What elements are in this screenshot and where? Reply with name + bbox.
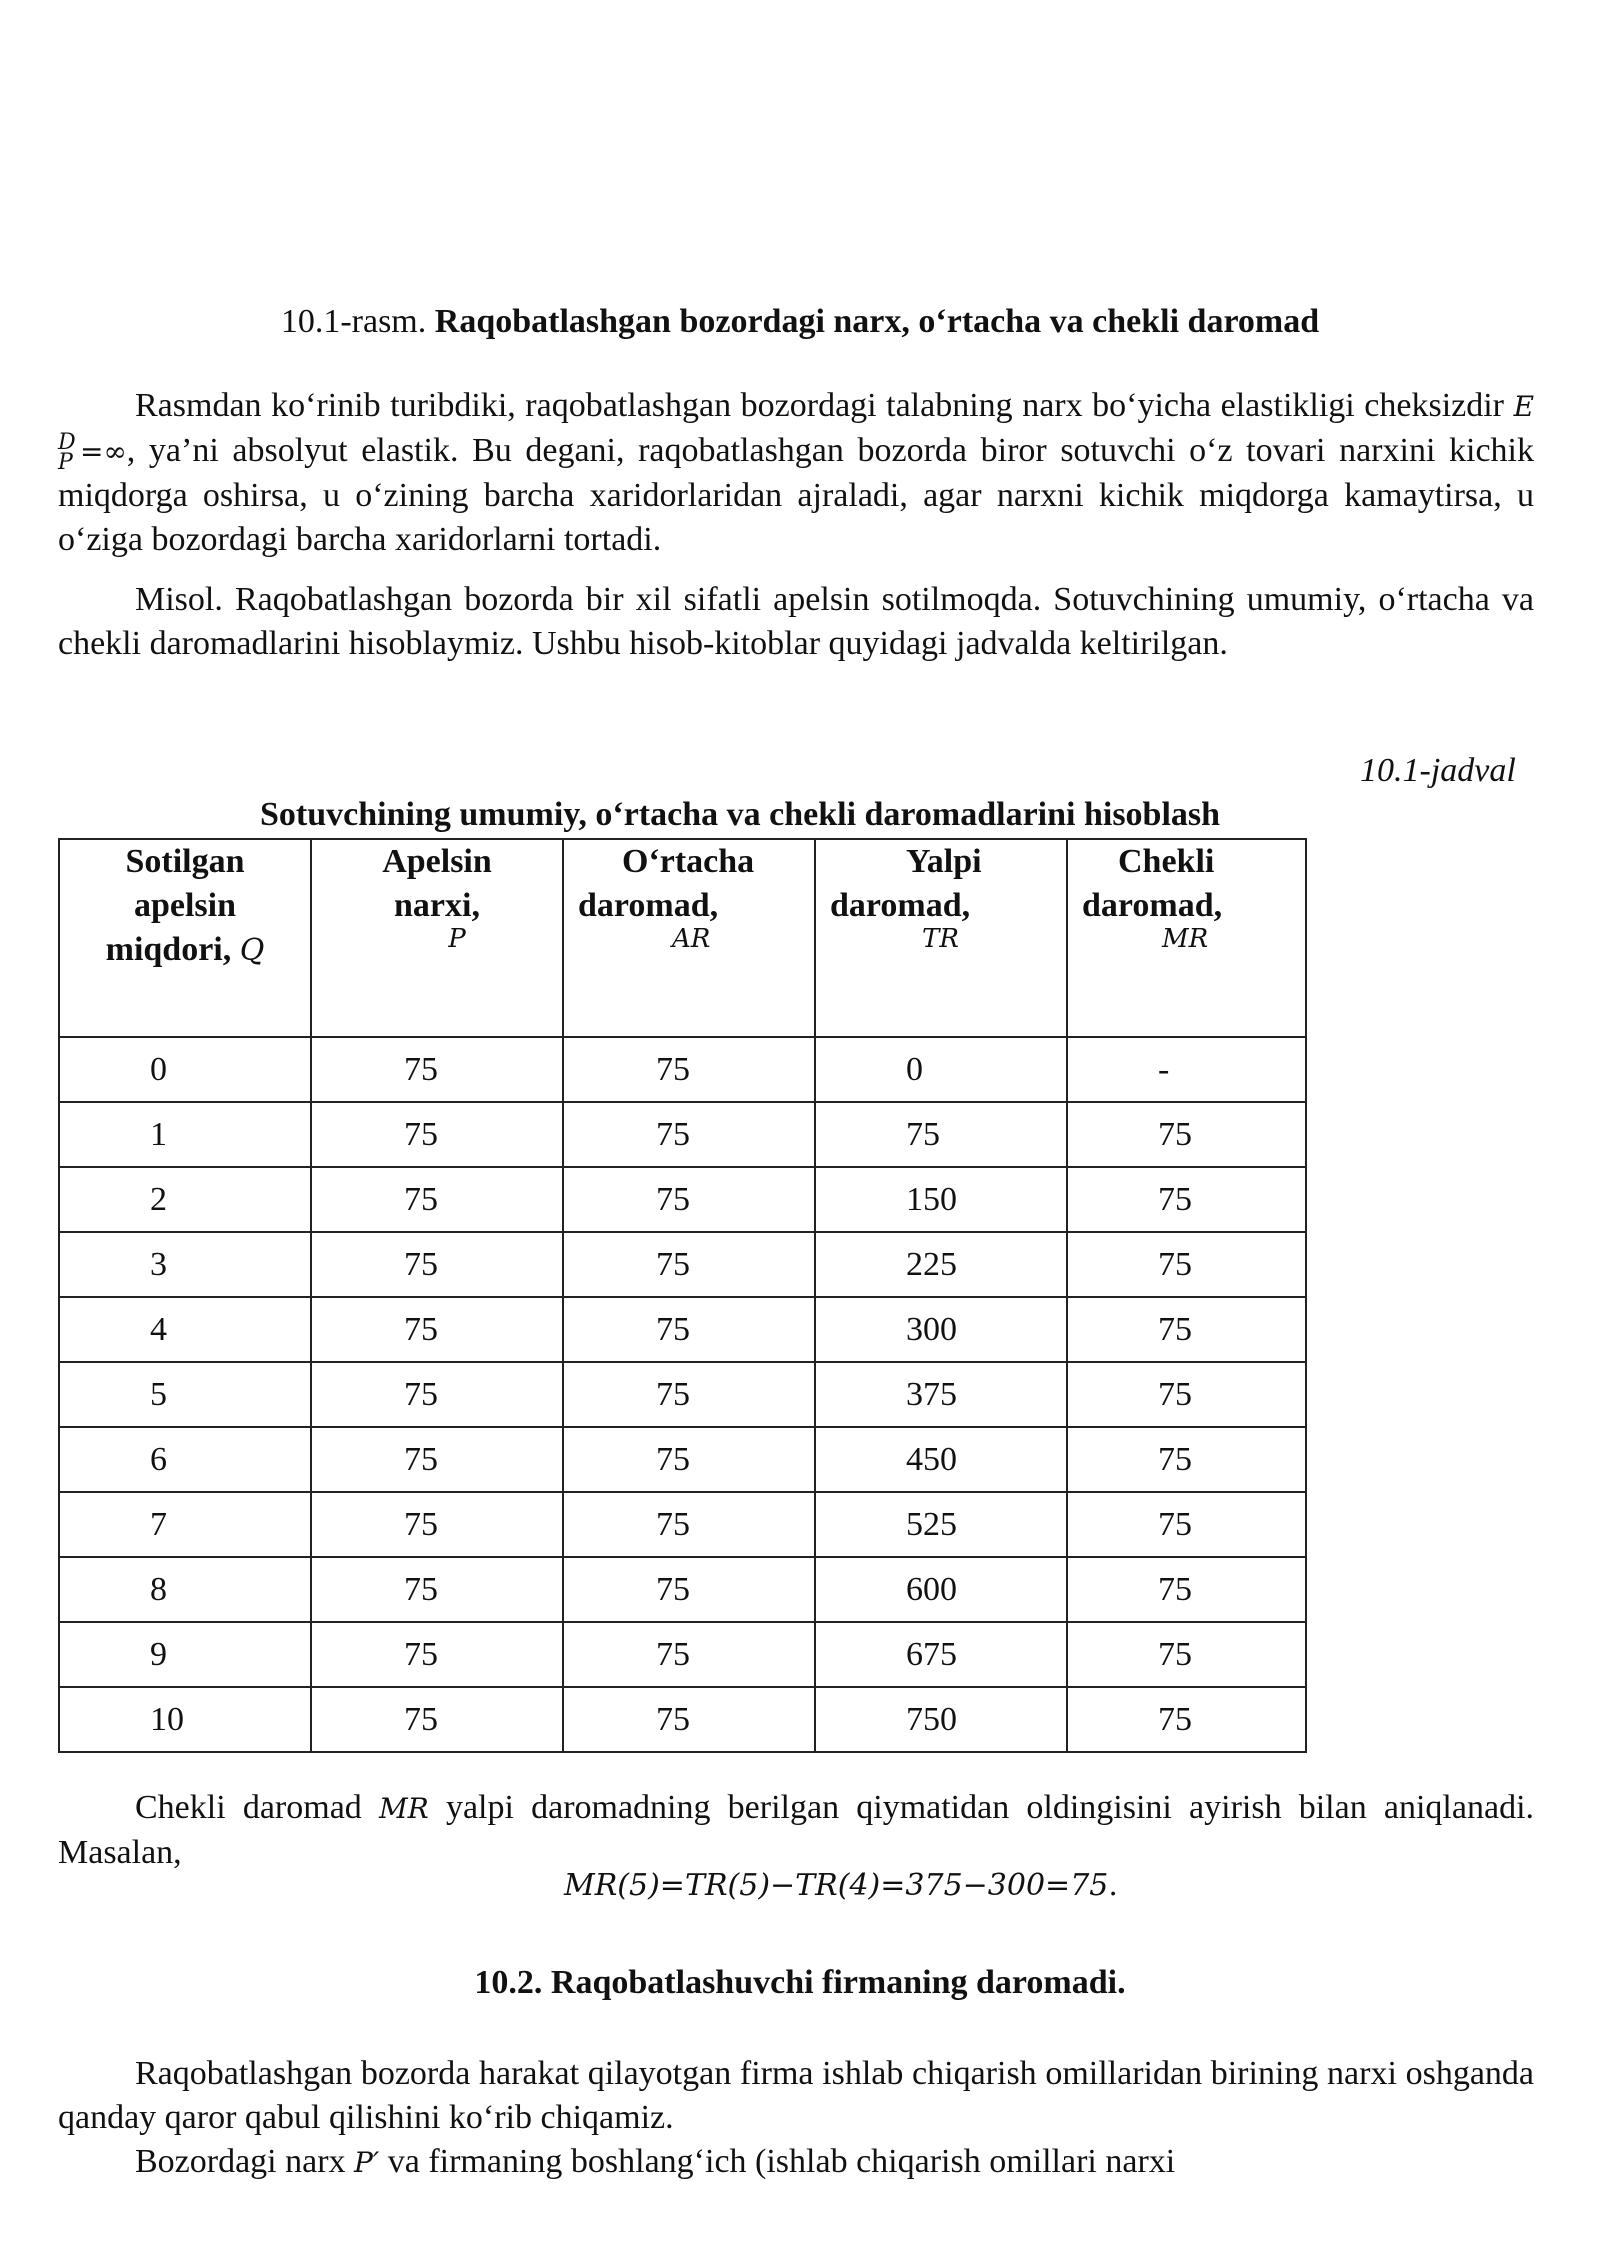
table-cell: 675 xyxy=(815,1622,1067,1687)
paragraph-elasticity xyxy=(58,384,1534,562)
table-cell: 75 xyxy=(311,1492,563,1557)
paragraph-marginal-revenue-text-a: Chekli daromad xyxy=(135,1789,362,1826)
table-cell: 375 xyxy=(815,1362,1067,1427)
mr-symbol: MR xyxy=(378,1792,429,1825)
table-cell: 0 xyxy=(815,1037,1067,1102)
table-cell: 6 xyxy=(59,1427,311,1492)
header-total-revenue: Yalpi daromad, TR xyxy=(815,839,1067,1037)
paragraph-example xyxy=(58,578,1534,666)
table-cell: 3 xyxy=(59,1232,311,1297)
table-row xyxy=(59,1557,1306,1622)
table-cell: 75 xyxy=(563,1492,815,1557)
table-cell: 75 xyxy=(563,1167,815,1232)
table-cell: 10 xyxy=(59,1687,311,1752)
table-cell: 75 xyxy=(1067,1297,1306,1362)
table-cell: 75 xyxy=(1067,1622,1306,1687)
header-marginal-revenue: Chekli daromad, MR xyxy=(1067,839,1306,1037)
table-cell: 75 xyxy=(563,1232,815,1297)
table-cell: 225 xyxy=(815,1232,1067,1297)
table-cell: 525 xyxy=(815,1492,1067,1557)
table-row xyxy=(59,1167,1306,1232)
table-cell: 7 xyxy=(59,1492,311,1557)
header-quantity: Sotilgan apelsin miqdori, Q xyxy=(59,839,311,1037)
table-cell: 75 xyxy=(815,1102,1067,1167)
table-reference: 10.1-jadval xyxy=(1360,752,1516,789)
table-row xyxy=(59,1427,1306,1492)
table-cell: 75 xyxy=(311,1297,563,1362)
paragraph-firm-decision xyxy=(58,2052,1534,2140)
table-row xyxy=(59,1232,1306,1297)
table-cell: 75 xyxy=(311,1167,563,1232)
table-cell: 75 xyxy=(1067,1687,1306,1752)
table-cell: - xyxy=(1067,1037,1306,1102)
table-cell: 8 xyxy=(59,1557,311,1622)
table-cell: 4 xyxy=(59,1297,311,1362)
table-cell: 5 xyxy=(59,1362,311,1427)
paragraph-example-text: Misol. Raqobatlashgan bozorda bir xil sifatli apelsin sotilmoqda. Sotuvchining umumiy, o‘rtacha va chekli daromadlarini hisoblaymiz. Ushbu hisob-kitoblar quyidagi jadvalda keltirilgan. xyxy=(58,581,1534,662)
table-row xyxy=(59,1492,1306,1557)
table-cell: 75 xyxy=(311,1687,563,1752)
table-cell: 75 xyxy=(563,1687,815,1752)
paragraph-firm-decision-text: Raqobatlashgan bozorda harakat qilayotgan firma ishlab chiqarish omillaridan birining narxi oshganda qanday qaror qabul qilishini ko‘rib chiqamiz. xyxy=(58,2055,1534,2136)
table-cell: 75 xyxy=(311,1037,563,1102)
table-cell: 9 xyxy=(59,1622,311,1687)
figure-caption-prefix: 10.1-rasm. xyxy=(280,303,427,340)
table-cell: 75 xyxy=(311,1102,563,1167)
table-title: Sotuvchining umumiy, o‘rtacha va chekli daromadlarini hisoblash xyxy=(260,796,1221,833)
table-cell: 75 xyxy=(311,1557,563,1622)
table-cell: 75 xyxy=(311,1232,563,1297)
paragraph-marginal-revenue-text-b: yalpi daromadning berilgan qiymatidan oldingisini ayirish bilan aniqlanadi. Masalan, xyxy=(58,1789,1535,1871)
header-price: Apelsin narxi, P xyxy=(311,839,563,1037)
table-cell: 150 xyxy=(815,1167,1067,1232)
header-average-revenue: O‘rtacha daromad, AR xyxy=(563,839,815,1037)
table-cell: 600 xyxy=(815,1557,1067,1622)
table-cell: 75 xyxy=(311,1362,563,1427)
table-header-row xyxy=(59,839,1306,1037)
table-cell: 75 xyxy=(311,1427,563,1492)
table-cell: 75 xyxy=(563,1427,815,1492)
table-cell: 0 xyxy=(59,1037,311,1102)
revenue-table xyxy=(58,838,1307,1753)
paragraph-market-price xyxy=(58,2140,1534,2185)
section-title: 10.2. Raqobatlashuvchi firmaning daromadi. xyxy=(474,1964,1126,2001)
table-cell: 75 xyxy=(1067,1427,1306,1492)
table-row xyxy=(59,1102,1306,1167)
table-cell: 75 xyxy=(563,1037,815,1102)
table-cell: 75 xyxy=(563,1557,815,1622)
table-cell: 75 xyxy=(563,1622,815,1687)
elasticity-formula: E D P =∞ xyxy=(58,390,1535,475)
table-row xyxy=(59,1622,1306,1687)
table-cell: 75 xyxy=(1067,1102,1306,1167)
table-cell: 75 xyxy=(1067,1492,1306,1557)
table-row xyxy=(59,1037,1306,1102)
paragraph-elasticity-text-b: , ya’ni absolyut elastik. Bu degani, raqobatlashgan bozorda biror sotuvchi o‘z tovari narxini kichik miqdorga oshirsa, u o‘zining barcha xaridorlaridan ajraladi, agar narxni kichik miqdorga kamaytirsa, u o‘ziga bozordagi barcha xaridorlarni tortadi. xyxy=(58,432,1534,558)
table-cell: 75 xyxy=(563,1362,815,1427)
table-cell: 75 xyxy=(1067,1557,1306,1622)
table-cell: 750 xyxy=(815,1687,1067,1752)
table-cell: 75 xyxy=(1067,1167,1306,1232)
table-cell: 1 xyxy=(59,1102,311,1167)
figure-caption-title: Raqobatlashgan bozordagi narx, o‘rtacha va chekli daromad xyxy=(434,303,1320,340)
paragraph-market-price-text-b: va firmaning boshlang‘ich (ishlab chiqarish omillari narxi xyxy=(387,2143,1176,2180)
table-cell: 75 xyxy=(563,1102,815,1167)
table-cell: 2 xyxy=(59,1167,311,1232)
table-cell: 450 xyxy=(815,1427,1067,1492)
table-cell: 75 xyxy=(1067,1232,1306,1297)
table-cell: 300 xyxy=(815,1297,1067,1362)
paragraph-marginal-revenue xyxy=(58,1786,1534,1875)
table-row xyxy=(59,1297,1306,1362)
table-row xyxy=(59,1687,1306,1752)
paragraph-elasticity-text-a: Rasmdan ko‘rinib turibdiki, raqobatlashgan bozordagi talabning narx bo‘yicha elastikligi cheksizdir xyxy=(135,387,1505,424)
marginal-revenue-formula: MR(5)=TR(5)−TR(4)=375−300=75. xyxy=(564,1868,1118,1903)
price-symbol: P′ xyxy=(354,2146,380,2179)
table-cell: 75 xyxy=(563,1297,815,1362)
paragraph-market-price-text-a: Bozordagi narx xyxy=(135,2143,346,2180)
figure-caption xyxy=(0,302,1600,342)
table-cell: 75 xyxy=(311,1622,563,1687)
table-row xyxy=(59,1362,1306,1427)
table-cell: 75 xyxy=(1067,1362,1306,1427)
